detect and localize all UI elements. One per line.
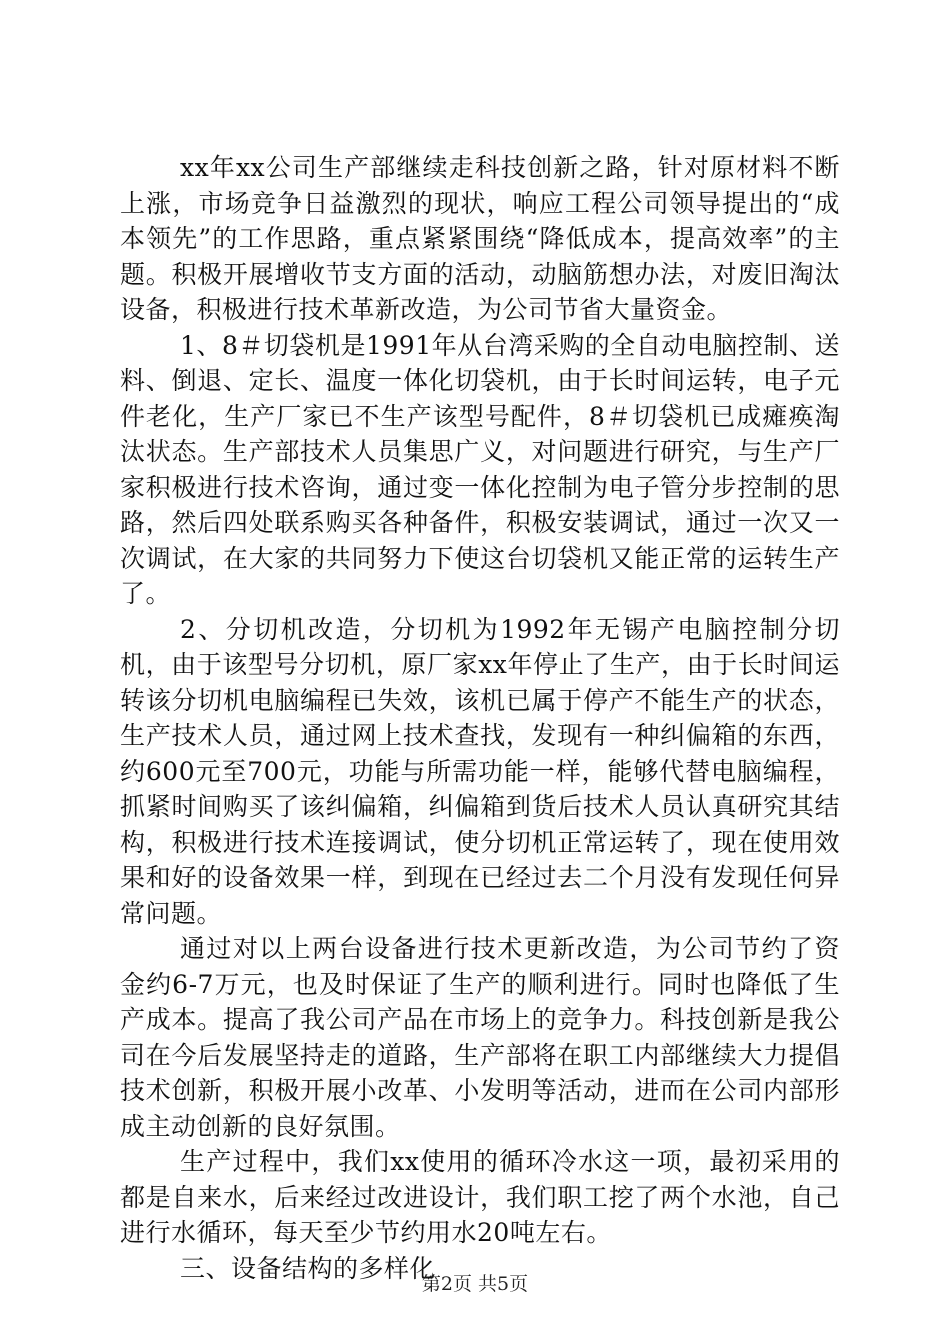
paragraph-slitter: 2、分切机改造，分切机为1992年无锡产电脑控制分切机，由于该型号分切机，原厂家xx年停止了生产，由于长时间运转该分切机电脑编程已失效，该机已属于停产不能生产的状态，生产技术人员，通过网上技术查找，发现有一种纠偏箱的东西，约600元至700元，功能与所需功能一样，能够代替电脑编程，抓紧时间购买了该纠偏箱，纠偏箱到货后技术人员认真研究其结构，积极进行技术连接调试，使分切机正常运转了，现在使用效果和好的设备效果一样，到现在已经过去二个月没有发现任何异常问题。 <box>120 614 840 928</box>
section-heading: 三、设备结构的多样化 <box>180 1253 436 1283</box>
document-body <box>120 150 840 1286</box>
page-footer: 第2页 共5页 <box>421 1273 529 1295</box>
paragraph-intro: xx年xx公司生产部继续走科技创新之路，针对原材料不断上涨，市场竞争日益激烈的现状，响应工程公司领导提出的“成本领先”的工作思路，重点紧紧围绕“降低成本，提高效率”的主题。积极开展增收节支方面的活动，动脑筋想办法，对废旧淘汰设备，积极进行技术革新改造，为公司节省大量资金。 <box>120 153 840 324</box>
paragraph-savings: 通过对以上两台设备进行技术更新改造，为公司节约了资金约6-7万元，也及时保证了生产的顺利进行。同时也降低了生产成本。提高了我公司产品在市场上的竞争力。科技创新是我公司在今后发展坚持走的道路，生产部将在职工内部继续大力提倡技术创新，积极开展小改革、小发明等活动，进而在公司内部形成主动创新的良好氛围。 <box>120 934 840 1141</box>
paragraph-bag-cutter: 1、8＃切袋机是1991年从台湾采购的全自动电脑控制、送料、倒退、定长、温度一体化切袋机，由于长时间运转，电子元件老化，生产厂家已不生产该型号配件，8＃切袋机已成瘫痪淘汰状态。生产部技术人员集思广义，对问题进行研究，与生产厂家积极进行技术咨询，通过变一体化控制为电子管分步控制的思路，然后四处联系购买各种备件，积极安装调试，通过一次又一次调试，在大家的共同努力下使这台切袋机又能正常的运转生产了。 <box>120 330 840 608</box>
paragraph-water: 生产过程中，我们xx使用的循环冷水这一项，最初采用的都是自来水，后来经过改进设计，我们职工挖了两个水池，自己进行水循环，每天至少节约用水20吨左右。 <box>120 1147 840 1247</box>
